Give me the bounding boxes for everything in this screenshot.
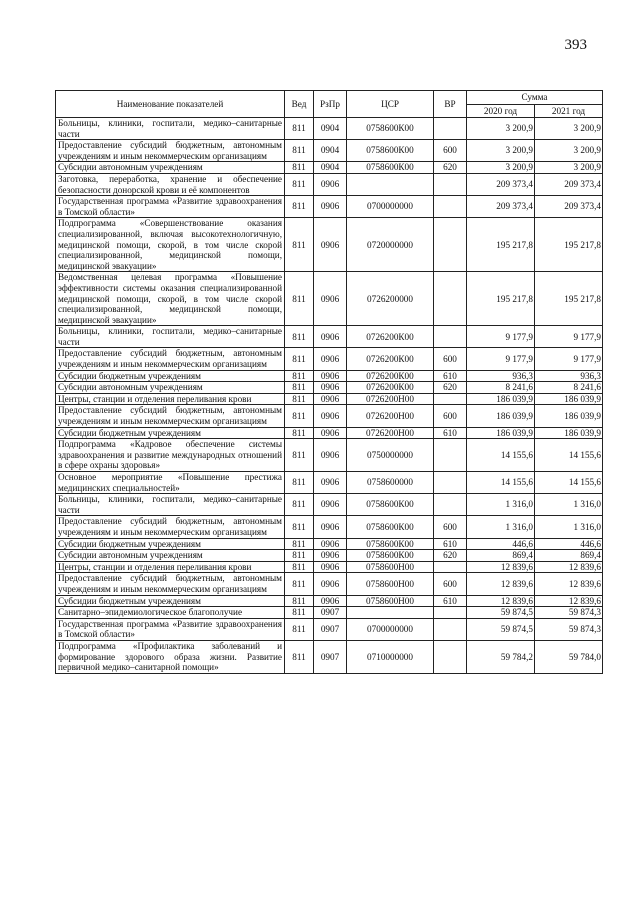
cell-2021: 12 839,6 (535, 595, 603, 607)
cell-rzpr: 0904 (314, 118, 347, 140)
cell-name: Субсидии автономным учреждениям (56, 162, 285, 174)
cell-rzpr: 0906 (314, 439, 347, 472)
cell-2021: 195 217,8 (535, 218, 603, 272)
table-row (56, 516, 603, 538)
table-header (56, 91, 603, 118)
table-row (56, 140, 603, 162)
cell-2021: 936,3 (535, 370, 603, 382)
column-header-2021: 2021 год (535, 105, 603, 118)
cell-vr (434, 196, 467, 218)
cell-name: Предоставление субсидий бюджетным, автономным учреждениям и иным некоммерческим организациям (56, 573, 285, 595)
cell-csr: 0726200К00 (347, 370, 434, 382)
cell-vr: 600 (434, 573, 467, 595)
column-header-rzpr: РзПр (314, 91, 347, 118)
cell-csr: 0758600К00 (347, 538, 434, 550)
table-row (56, 640, 603, 673)
column-header-csr: ЦСР (347, 91, 434, 118)
cell-name: Предоставление субсидий бюджетным, автономным учреждениям и иным некоммерческим организациям (56, 516, 285, 538)
cell-2020: 1 316,0 (467, 516, 535, 538)
cell-vr: 620 (434, 162, 467, 174)
table-row (56, 173, 603, 195)
cell-rzpr: 0904 (314, 140, 347, 162)
cell-vr: 610 (434, 595, 467, 607)
cell-2021: 9 177,9 (535, 326, 603, 348)
table-row (56, 162, 603, 174)
cell-2021: 12 839,6 (535, 561, 603, 573)
cell-name: Заготовка, переработка, хранение и обеспечение безопасности донорской крови и её компонентов (56, 173, 285, 195)
cell-2021: 8 241,6 (535, 382, 603, 394)
cell-2021: 186 039,9 (535, 393, 603, 405)
table-row (56, 118, 603, 140)
cell-2021: 14 155,6 (535, 439, 603, 472)
cell-2020: 869,4 (467, 550, 535, 562)
cell-ved: 811 (285, 538, 314, 550)
cell-2020: 936,3 (467, 370, 535, 382)
cell-2020: 186 039,9 (467, 427, 535, 439)
cell-ved: 811 (285, 595, 314, 607)
cell-2020: 59 874,5 (467, 607, 535, 619)
cell-name: Субсидии бюджетным учреждениям (56, 538, 285, 550)
cell-csr: 0758600Н00 (347, 595, 434, 607)
cell-rzpr: 0906 (314, 516, 347, 538)
cell-vr (434, 561, 467, 573)
cell-2020: 209 373,4 (467, 173, 535, 195)
cell-csr: 0726200Н00 (347, 427, 434, 439)
cell-csr: 0758600К00 (347, 140, 434, 162)
cell-csr: 0700000000 (347, 196, 434, 218)
cell-vr: 610 (434, 427, 467, 439)
cell-ved: 811 (285, 218, 314, 272)
cell-ved: 811 (285, 472, 314, 494)
cell-csr: 0726200000 (347, 272, 434, 326)
cell-rzpr: 0906 (314, 173, 347, 195)
cell-2021: 59 784,0 (535, 640, 603, 673)
cell-vr: 610 (434, 370, 467, 382)
cell-rzpr: 0906 (314, 550, 347, 562)
cell-2021: 209 373,4 (535, 173, 603, 195)
table-body (56, 118, 603, 674)
cell-vr (434, 439, 467, 472)
cell-rzpr: 0906 (314, 370, 347, 382)
cell-ved: 811 (285, 494, 314, 516)
cell-2021: 14 155,6 (535, 472, 603, 494)
cell-vr (434, 472, 467, 494)
cell-name: Субсидии автономным учреждениям (56, 550, 285, 562)
cell-name: Государственная программа «Развитие здравоохранения в Томской области» (56, 196, 285, 218)
cell-csr (347, 607, 434, 619)
cell-2021: 186 039,9 (535, 427, 603, 439)
cell-csr: 0758600К00 (347, 118, 434, 140)
cell-2020: 195 217,8 (467, 218, 535, 272)
cell-name: Государственная программа «Развитие здравоохранения в Томской области» (56, 618, 285, 640)
cell-rzpr: 0907 (314, 618, 347, 640)
cell-csr: 0758600К00 (347, 550, 434, 562)
cell-name: Предоставление субсидий бюджетным, автономным учреждениям и иным некоммерческим организациям (56, 140, 285, 162)
cell-2020: 59 784,2 (467, 640, 535, 673)
cell-vr (434, 607, 467, 619)
column-header-2020: 2020 год (467, 105, 535, 118)
cell-ved: 811 (285, 348, 314, 370)
cell-vr (434, 173, 467, 195)
cell-ved: 811 (285, 272, 314, 326)
cell-2020: 14 155,6 (467, 439, 535, 472)
cell-vr: 620 (434, 382, 467, 394)
table-row (56, 348, 603, 370)
table-row (56, 573, 603, 595)
cell-rzpr: 0907 (314, 607, 347, 619)
cell-2021: 209 373,4 (535, 196, 603, 218)
cell-name: Подпрограмма «Кадровое обеспечение системы здравоохранения и развитие международных отношений в сфере охраны здоровья» (56, 439, 285, 472)
cell-ved: 811 (285, 382, 314, 394)
cell-2021: 186 039,9 (535, 405, 603, 427)
column-header-sum: Сумма (467, 91, 603, 105)
cell-2021: 1 316,0 (535, 516, 603, 538)
table-row (56, 439, 603, 472)
cell-2021: 869,4 (535, 550, 603, 562)
cell-name: Предоставление субсидий бюджетным, автономным учреждениям и иным некоммерческим организациям (56, 348, 285, 370)
cell-name: Центры, станции и отделения переливания крови (56, 393, 285, 405)
cell-vr: 620 (434, 550, 467, 562)
cell-2020: 9 177,9 (467, 326, 535, 348)
cell-rzpr: 0906 (314, 326, 347, 348)
cell-name: Больницы, клиники, госпитали, медико–санитарные части (56, 494, 285, 516)
table-row (56, 550, 603, 562)
cell-name: Субсидии бюджетным учреждениям (56, 370, 285, 382)
cell-ved: 811 (285, 405, 314, 427)
cell-ved: 811 (285, 607, 314, 619)
cell-rzpr: 0906 (314, 472, 347, 494)
cell-2020: 12 839,6 (467, 595, 535, 607)
cell-vr (434, 494, 467, 516)
cell-csr: 0700000000 (347, 618, 434, 640)
cell-csr: 0720000000 (347, 218, 434, 272)
cell-name: Центры, станции и отделения переливания крови (56, 561, 285, 573)
cell-2020: 8 241,6 (467, 382, 535, 394)
table-row (56, 618, 603, 640)
cell-2020: 186 039,9 (467, 393, 535, 405)
cell-2020: 9 177,9 (467, 348, 535, 370)
cell-2021: 195 217,8 (535, 272, 603, 326)
cell-ved: 811 (285, 162, 314, 174)
table-row (56, 382, 603, 394)
cell-ved: 811 (285, 573, 314, 595)
table-row (56, 405, 603, 427)
cell-csr: 0758600Н00 (347, 573, 434, 595)
cell-name: Больницы, клиники, госпитали, медико–санитарные части (56, 118, 285, 140)
table-row (56, 561, 603, 573)
cell-vr (434, 218, 467, 272)
cell-2021: 1 316,0 (535, 494, 603, 516)
cell-2021: 3 200,9 (535, 162, 603, 174)
cell-rzpr: 0906 (314, 405, 347, 427)
cell-2020: 186 039,9 (467, 405, 535, 427)
cell-rzpr: 0906 (314, 494, 347, 516)
cell-csr: 0726200К00 (347, 382, 434, 394)
cell-name: Субсидии бюджетным учреждениям (56, 595, 285, 607)
cell-csr: 0750000000 (347, 439, 434, 472)
cell-ved: 811 (285, 140, 314, 162)
cell-name: Предоставление субсидий бюджетным, автономным учреждениям и иным некоммерческим организациям (56, 405, 285, 427)
cell-ved: 811 (285, 370, 314, 382)
cell-ved: 811 (285, 618, 314, 640)
table-row (56, 595, 603, 607)
cell-2020: 1 316,0 (467, 494, 535, 516)
cell-2021: 3 200,9 (535, 118, 603, 140)
table-row (56, 538, 603, 550)
cell-2020: 3 200,9 (467, 140, 535, 162)
cell-ved: 811 (285, 393, 314, 405)
cell-2021: 3 200,9 (535, 140, 603, 162)
cell-vr (434, 118, 467, 140)
cell-rzpr: 0906 (314, 427, 347, 439)
cell-csr: 0726200К00 (347, 348, 434, 370)
cell-name: Субсидии автономным учреждениям (56, 382, 285, 394)
cell-ved: 811 (285, 196, 314, 218)
cell-2020: 12 839,6 (467, 561, 535, 573)
table-row (56, 393, 603, 405)
cell-csr: 0726200Н00 (347, 405, 434, 427)
table-row (56, 607, 603, 619)
cell-2020: 3 200,9 (467, 118, 535, 140)
table-row (56, 272, 603, 326)
table-row (56, 326, 603, 348)
cell-csr: 0758600Н00 (347, 561, 434, 573)
cell-rzpr: 0907 (314, 640, 347, 673)
cell-2020: 12 839,6 (467, 573, 535, 595)
cell-ved: 811 (285, 439, 314, 472)
cell-rzpr: 0906 (314, 595, 347, 607)
cell-ved: 811 (285, 427, 314, 439)
cell-rzpr: 0906 (314, 272, 347, 326)
cell-name: Основное мероприятие «Повышение престижа медицинских специальностей» (56, 472, 285, 494)
cell-ved: 811 (285, 516, 314, 538)
cell-ved: 811 (285, 640, 314, 673)
table-row (56, 427, 603, 439)
cell-2020: 446,6 (467, 538, 535, 550)
cell-vr: 600 (434, 348, 467, 370)
cell-ved: 811 (285, 173, 314, 195)
cell-rzpr: 0906 (314, 196, 347, 218)
cell-csr: 0726200К00 (347, 326, 434, 348)
cell-name: Подпрограмма «Профилактика заболеваний и формирование здорового образа жизни. Развитие первичной медико–санитарной помощи» (56, 640, 285, 673)
cell-2020: 209 373,4 (467, 196, 535, 218)
cell-2021: 12 839,6 (535, 573, 603, 595)
cell-rzpr: 0906 (314, 573, 347, 595)
cell-vr: 600 (434, 140, 467, 162)
table-row (56, 370, 603, 382)
column-header-name: Наименование показателей (56, 91, 285, 118)
cell-vr (434, 640, 467, 673)
cell-name: Субсидии бюджетным учреждениям (56, 427, 285, 439)
cell-rzpr: 0906 (314, 382, 347, 394)
cell-name: Подпрограмма «Совершенствование оказания специализированной, включая высокотехнологичную, медицинской помощи, скорой, в том числе скорой специализированной, медицинской помощи, медицинской эвакуации» (56, 218, 285, 272)
cell-vr: 600 (434, 516, 467, 538)
cell-2020: 3 200,9 (467, 162, 535, 174)
cell-2020: 14 155,6 (467, 472, 535, 494)
cell-ved: 811 (285, 550, 314, 562)
cell-csr: 0758600К00 (347, 162, 434, 174)
cell-rzpr: 0906 (314, 538, 347, 550)
cell-rzpr: 0906 (314, 348, 347, 370)
table-row (56, 494, 603, 516)
cell-2021: 59 874,3 (535, 607, 603, 619)
column-header-vr: ВР (434, 91, 467, 118)
cell-csr: 0758600К00 (347, 516, 434, 538)
cell-2020: 195 217,8 (467, 272, 535, 326)
cell-vr: 600 (434, 405, 467, 427)
cell-vr: 610 (434, 538, 467, 550)
cell-2021: 9 177,9 (535, 348, 603, 370)
cell-csr (347, 173, 434, 195)
cell-csr: 0758600000 (347, 472, 434, 494)
cell-rzpr: 0906 (314, 218, 347, 272)
cell-csr: 0710000000 (347, 640, 434, 673)
cell-vr (434, 326, 467, 348)
table-row (56, 196, 603, 218)
cell-name: Ведомственная целевая программа «Повышение эффективности системы оказания специализированной медицинской помощи, скорой, в том числе скорой специализированной, медицинской помощи, медицинской эвакуации» (56, 272, 285, 326)
column-header-ved: Вед (285, 91, 314, 118)
cell-2021: 446,6 (535, 538, 603, 550)
cell-ved: 811 (285, 118, 314, 140)
cell-ved: 811 (285, 561, 314, 573)
cell-name: Больницы, клиники, госпитали, медико–санитарные части (56, 326, 285, 348)
table-row (56, 472, 603, 494)
cell-vr (434, 393, 467, 405)
budget-table (55, 90, 603, 674)
cell-rzpr: 0904 (314, 162, 347, 174)
table-row (56, 218, 603, 272)
cell-2020: 59 874,5 (467, 618, 535, 640)
cell-vr (434, 272, 467, 326)
cell-name: Санитарно–эпидемиологическое благополучие (56, 607, 285, 619)
cell-vr (434, 618, 467, 640)
cell-csr: 0726200Н00 (347, 393, 434, 405)
cell-rzpr: 0906 (314, 393, 347, 405)
page-number: 393 (564, 37, 587, 53)
cell-ved: 811 (285, 326, 314, 348)
cell-2021: 59 874,3 (535, 618, 603, 640)
cell-csr: 0758600К00 (347, 494, 434, 516)
cell-rzpr: 0906 (314, 561, 347, 573)
